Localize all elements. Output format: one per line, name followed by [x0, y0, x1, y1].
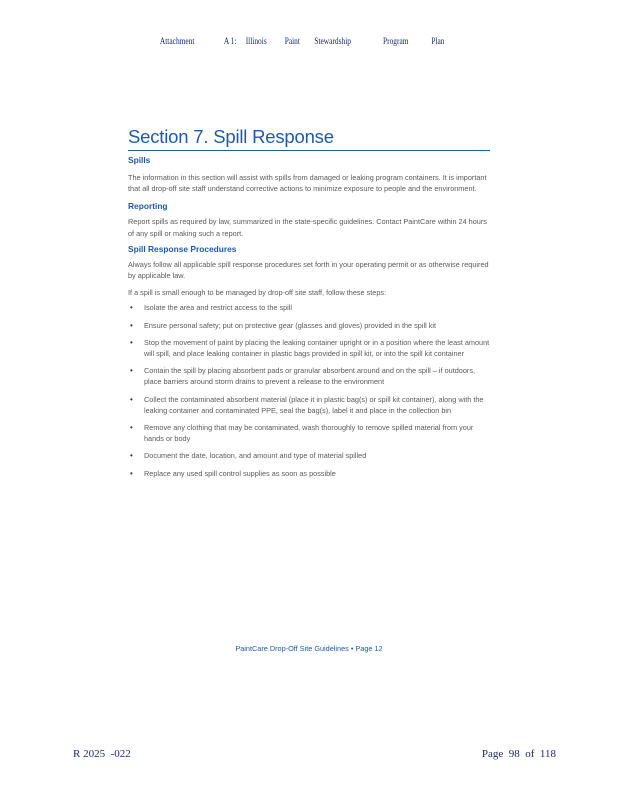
list-item: [128, 394, 490, 416]
step-text: Ensure personal safety; put on protective gear (glasses and gloves) provided in the spill kit: [144, 320, 437, 330]
spills-heading: Spills: [128, 155, 151, 165]
list-item: [128, 302, 490, 313]
report-number: R 2025 -022: [73, 748, 131, 760]
step-text: Stop the movement of paint by placing the leaking container upright or in a position where the least amount will spill, and place leaking container in plastic bags provided in spill kit, or into the spill kit container: [144, 337, 490, 359]
step-text: Isolate the area and restrict access to the spill: [144, 303, 293, 313]
step-text: Collect the contaminated absorbent material (place it in plastic bag(s) or spill kit container), along with the leaking container and contaminated PPE, seal the bag(s), label it and place in the collection bin: [144, 394, 484, 415]
header-word: Paint: [284, 37, 300, 47]
procedures-lead: If a spill is small enough to be managed by drop-off site staff, follow these steps:: [128, 288, 387, 298]
guidelines-page-footer: PaintCare Drop-Off Site Guidelines • Page 12: [235, 644, 383, 653]
bullet-icon: •: [130, 337, 133, 347]
reporting-heading: Reporting: [128, 201, 168, 212]
header-word: Program: [382, 37, 409, 47]
header-word: Plan: [431, 37, 445, 47]
list-item: [128, 422, 490, 444]
bullet-icon: •: [130, 366, 133, 376]
header-word: Stewardship: [314, 37, 351, 47]
bullet-icon: •: [130, 468, 133, 478]
list-item: [128, 365, 490, 387]
section-title: Section 7. Spill Response: [128, 126, 490, 151]
bullet-icon: •: [130, 451, 133, 461]
bullet-icon: •: [130, 394, 133, 404]
step-text: Document the date, location, and amount and type of material spilled: [144, 451, 367, 461]
header-word: Attachment: [159, 37, 195, 47]
list-item: [128, 450, 490, 461]
list-item: [128, 320, 490, 331]
procedure-steps-list: [128, 302, 490, 478]
section-content: [128, 126, 490, 479]
step-text: Replace any used spill control supplies as soon as possible: [144, 468, 336, 478]
step-text: Contain the spill by placing absorbent pads or granular absorbent around and on the spill – if outdoors, place barriers around storm drains to prevent a release to the environment: [144, 366, 476, 387]
list-item: [128, 468, 490, 479]
list-item: [128, 337, 490, 359]
bullet-icon: •: [130, 303, 133, 313]
bullet-icon: •: [130, 320, 133, 330]
reporting-paragraph: Report spills as required by law, summarized in the state-specific guidelines. Contact PaintCare within 24 hours of any spill or making such a report.: [128, 217, 487, 238]
attachment-header: [0, 37, 482, 51]
bullet-icon: •: [130, 423, 133, 433]
header-word: Illinois: [245, 37, 267, 47]
spills-paragraph: The information in this section will assist with spills from damaged or leaking program containers. It is important that all drop-off site staff understand corrective actions to minimize exposure to people and the environment.: [128, 173, 487, 194]
step-text: Remove any clothing that may be contaminated, wash thoroughly to remove spilled material from your hands or body: [144, 423, 474, 444]
procedures-heading: Spill Response Procedures: [128, 243, 237, 254]
procedures-intro: Always follow all applicable spill response procedures set forth in your operating permit or as otherwise required by applicable law.: [128, 259, 489, 281]
page-number: Page 98 of 118: [481, 748, 556, 760]
header-word: A 1:: [223, 37, 237, 47]
